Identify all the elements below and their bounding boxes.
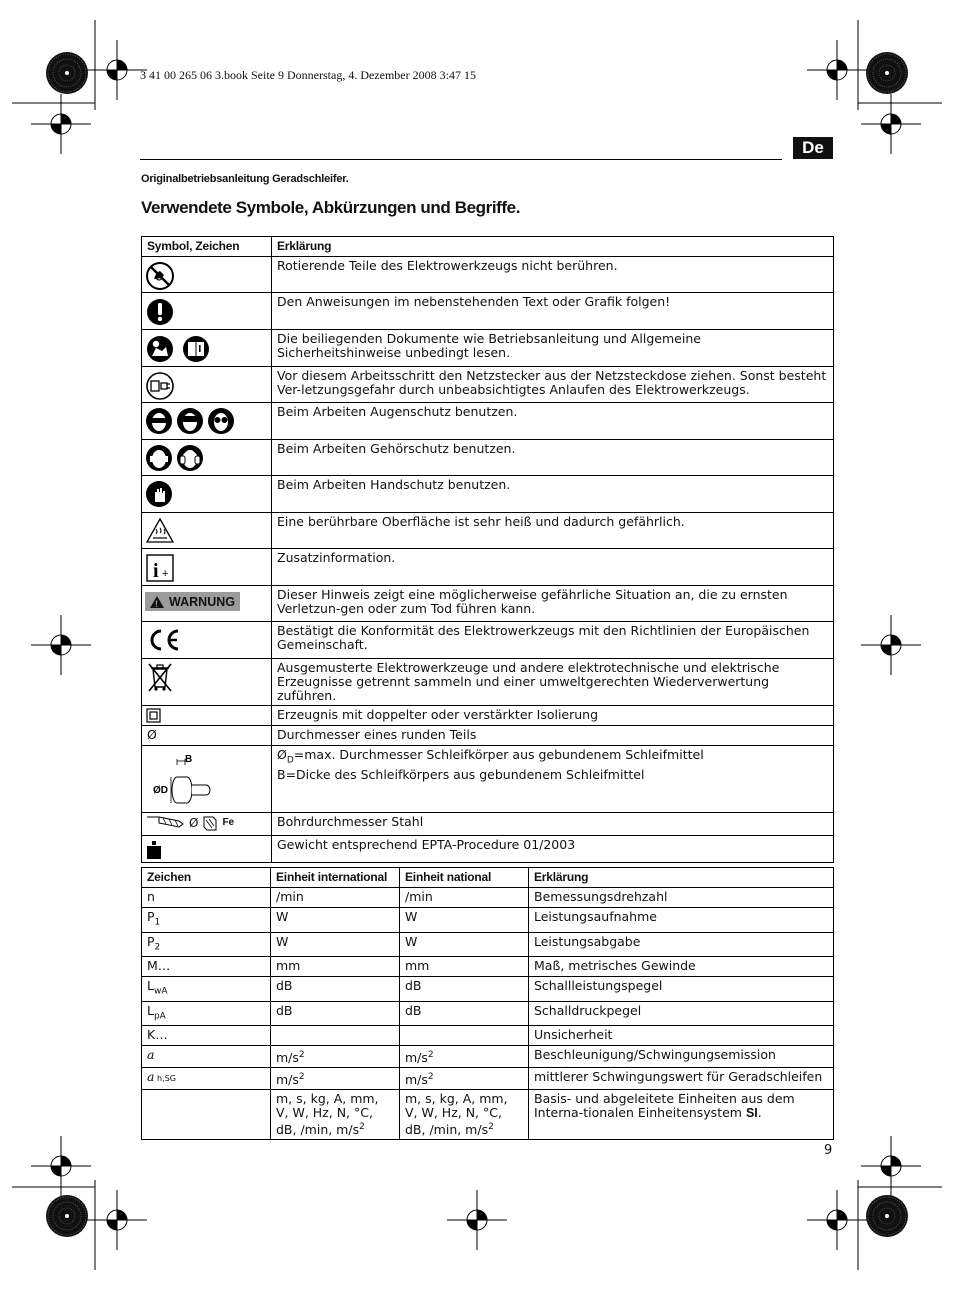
- explanation-cell: Schalldruckpegel: [529, 1001, 834, 1026]
- table-row: [142, 706, 834, 726]
- symbol-cell: n: [142, 888, 271, 908]
- symbol-cell: M…: [142, 957, 271, 977]
- table-row: [142, 932, 834, 957]
- unit-national-cell: /min: [400, 888, 529, 908]
- unit-national-cell: m, s, kg, A, mm, V, W, Hz, N, °C, dB, /min, $m/s^2$: [400, 1090, 529, 1140]
- table-row: [142, 1046, 834, 1068]
- hot-surface-icon: [145, 517, 175, 545]
- column-header: Einheit national: [400, 868, 529, 888]
- hand-protection-icon: [145, 480, 173, 508]
- explanation-cell: Bemessungsdrehzahl: [529, 888, 834, 908]
- label-b: B: [185, 754, 193, 765]
- explanation-cell: Zusatzinformation.: [272, 549, 834, 586]
- unit-international-cell: W: [271, 908, 400, 933]
- info-plus-icon: [145, 553, 175, 583]
- explanation-cell: Leistungsaufnahme: [529, 908, 834, 933]
- table-row: [142, 549, 834, 586]
- units-table: [141, 867, 834, 1140]
- table-row: [142, 1090, 834, 1140]
- unit-international-cell: $m/s^2$: [271, 1068, 400, 1090]
- file-info: 3 41 00 265 06 3.book Seite 9 Donnerstag, 4. Dezember 2008 3:47 15: [140, 68, 476, 82]
- warning-badge-label: WARNUNG: [169, 594, 235, 609]
- explanation-cell: Beschleunigung/Schwingungsemission: [529, 1046, 834, 1068]
- safety-glasses-icon: [207, 407, 235, 435]
- diameter-line: $Ø_D=\max$. Durchmesser Schleifkörper aus gebundenem Schleifmittel: [277, 747, 704, 766]
- person-reading-icon: [145, 334, 175, 364]
- explanation-cell: [272, 746, 834, 813]
- diameter-symbol: Ø: [142, 726, 272, 746]
- earmuff-head-icon: [176, 444, 204, 472]
- unit-national-cell: mm: [400, 957, 529, 977]
- column-header: Symbol, Zeichen: [142, 237, 272, 257]
- table-row: [142, 746, 834, 813]
- face-shield-icon: [145, 407, 173, 435]
- unit-international-cell: m, s, kg, A, mm, V, W, Hz, N, °C, dB, /min, $m/s^2$: [271, 1090, 400, 1140]
- explanation-cell: Schallleistungspegel: [529, 977, 834, 1002]
- explanation-cell: Beim Arbeiten Handschutz benutzen.: [272, 476, 834, 513]
- table-row: [142, 440, 834, 476]
- document-subtitle: Originalbetriebsanleitung Geradschleifer.: [141, 173, 349, 185]
- unit-national-cell: $m/s^2$: [400, 1068, 529, 1090]
- label-d: ØD: [153, 785, 168, 796]
- explanation-cell: mittlerer Schwingungswert für Geradschleifen: [529, 1068, 834, 1090]
- table-header-row: [142, 237, 834, 257]
- section-heading: Verwendete Symbole, Abkürzungen und Begriffe.: [141, 198, 521, 217]
- explanation-cell: Ausgemusterte Elektrowerkzeuge und andere elektrotechnische und elektrische Erzeugnisse getrennt sammeln und einer umweltgerechten Wiederverwertung zuführen.: [272, 659, 834, 706]
- table-row: [142, 367, 834, 403]
- symbol-cell: $P_1$: [142, 908, 271, 933]
- explanation-cell: Den Anweisungen im nebenstehenden Text oder Grafik folgen!: [272, 293, 834, 330]
- table-row: [142, 977, 834, 1002]
- explanation-cell: Beim Arbeiten Augenschutz benutzen.: [272, 403, 834, 440]
- explanation-cell: Gewicht entsprechend EPTA-Procedure 01/2003: [272, 836, 834, 863]
- table-row: [142, 908, 834, 933]
- explanation-cell: Vor diesem Arbeitsschritt den Netzstecker aus der Netzsteckdose ziehen. Sonst besteht Ver-letzungsgefahr durch unbeabsichtigtes Anlaufen des Elektrowerkzeugs.: [272, 367, 834, 403]
- double-insulation-icon: [146, 708, 162, 724]
- ear-protection-icon: [145, 444, 268, 472]
- warning-triangle-icon: [150, 596, 164, 608]
- symbol-cell: $P_2$: [142, 932, 271, 957]
- svg-text:+: +: [162, 568, 169, 580]
- earplug-head-icon: [145, 444, 173, 472]
- weight-icon: [145, 839, 165, 861]
- unit-international-cell: /min: [271, 888, 400, 908]
- table-row: [142, 659, 834, 706]
- table-row: [142, 476, 834, 513]
- steel-block-icon: [202, 814, 218, 832]
- symbol-cell: K…: [142, 1026, 271, 1046]
- grinding-body-diagram-icon: [145, 747, 235, 809]
- symbol-cell: a: [142, 1046, 271, 1068]
- table-row: [142, 1001, 834, 1026]
- table-row: [142, 257, 834, 293]
- unit-international-cell: [271, 1026, 400, 1046]
- table-row: [142, 813, 834, 836]
- unit-international-cell: W: [271, 932, 400, 957]
- drill-bit-icon: [145, 814, 185, 832]
- explanation-cell: Eine berührbare Oberfläche ist sehr heiß und dadurch gefährlich.: [272, 513, 834, 549]
- svg-text:i: i: [153, 560, 159, 582]
- drill-steel-icon: [145, 814, 268, 832]
- unit-national-cell: dB: [400, 977, 529, 1002]
- explanation-cell: Basis- und abgeleitete Einheiten aus dem Interna-tionalen Einheitensystem SI.: [529, 1090, 834, 1140]
- unplug-icon: [145, 371, 175, 401]
- symbol-cell: a h,SG: [142, 1068, 271, 1090]
- thickness-line: B=Dicke des Schleifkörpers aus gebundenem Schleifmittel: [277, 766, 645, 782]
- explanation-cell: Erzeugnis mit doppelter oder verstärkter Isolierung: [272, 706, 834, 726]
- table-row: [142, 622, 834, 659]
- unit-national-cell: [400, 1026, 529, 1046]
- unit-international-cell: mm: [271, 957, 400, 977]
- table-row: [142, 888, 834, 908]
- table-row: [142, 957, 834, 977]
- explanation-cell: Beim Arbeiten Gehörschutz benutzen.: [272, 440, 834, 476]
- explanation-cell: Rotierende Teile des Elektrowerkzeugs nicht berühren.: [272, 257, 834, 293]
- table-row: [142, 1026, 834, 1046]
- unit-international-cell: dB: [271, 1001, 400, 1026]
- table-row: [142, 513, 834, 549]
- diameter-mark: Ø: [189, 816, 199, 830]
- unit-international-cell: dB: [271, 977, 400, 1002]
- column-header: Erklärung: [272, 237, 834, 257]
- ce-mark-icon: [145, 625, 181, 655]
- explanation-cell: Maß, metrisches Gewinde: [529, 957, 834, 977]
- do-not-touch-rotating-icon: [145, 261, 175, 291]
- read-manual-icon: [145, 334, 268, 364]
- unit-national-cell: W: [400, 908, 529, 933]
- explanation-cell: Unsicherheit: [529, 1026, 834, 1046]
- warning-badge: [145, 592, 240, 611]
- symbol-cell: $L_{wA}$: [142, 977, 271, 1002]
- explanation-cell: Leistungsabgabe: [529, 932, 834, 957]
- table-row: [142, 403, 834, 440]
- column-header: Erklärung: [529, 868, 834, 888]
- eye-protection-icon: [145, 407, 268, 435]
- explanation-cell: Dieser Hinweis zeigt eine möglicherweise gefährliche Situation an, die zu ernsten Verletzun-gen oder zum Tod führen kann.: [272, 586, 834, 622]
- manual-book-icon: [181, 334, 211, 364]
- column-header: Einheit international: [271, 868, 400, 888]
- symbol-cell: [142, 1090, 271, 1140]
- fe-label: Fe: [222, 817, 235, 828]
- symbol-cell: $L_{pA}$: [142, 1001, 271, 1026]
- table-row: [142, 330, 834, 367]
- language-badge: De: [793, 137, 833, 159]
- table-header-row: [142, 868, 834, 888]
- page-number: 9: [824, 1143, 833, 1158]
- goggles-icon: [176, 407, 204, 435]
- unit-national-cell: $m/s^2$: [400, 1046, 529, 1068]
- table-row: [142, 726, 834, 746]
- table-row: [142, 1068, 834, 1090]
- explanation-cell: Durchmesser eines runden Teils: [272, 726, 834, 746]
- symbols-table: [141, 236, 834, 863]
- unit-national-cell: dB: [400, 1001, 529, 1026]
- table-row: [142, 293, 834, 330]
- unit-national-cell: W: [400, 932, 529, 957]
- table-row: [142, 836, 834, 863]
- header-rule: [140, 159, 782, 160]
- explanation-cell: Die beiliegenden Dokumente wie Betriebsanleitung und Allgemeine Sicherheitshinweise unbedingt lesen.: [272, 330, 834, 367]
- explanation-cell: Bestätigt die Konformität des Elektrowerkzeugs mit den Richtlinien der Europäischen Gemeinschaft.: [272, 622, 834, 659]
- exclamation-icon: [145, 297, 175, 327]
- explanation-cell: Bohrdurchmesser Stahl: [272, 813, 834, 836]
- table-row: [142, 586, 834, 622]
- column-header: Zeichen: [142, 868, 271, 888]
- crossed-bin-icon: [145, 661, 175, 693]
- unit-international-cell: $m/s^2$: [271, 1046, 400, 1068]
